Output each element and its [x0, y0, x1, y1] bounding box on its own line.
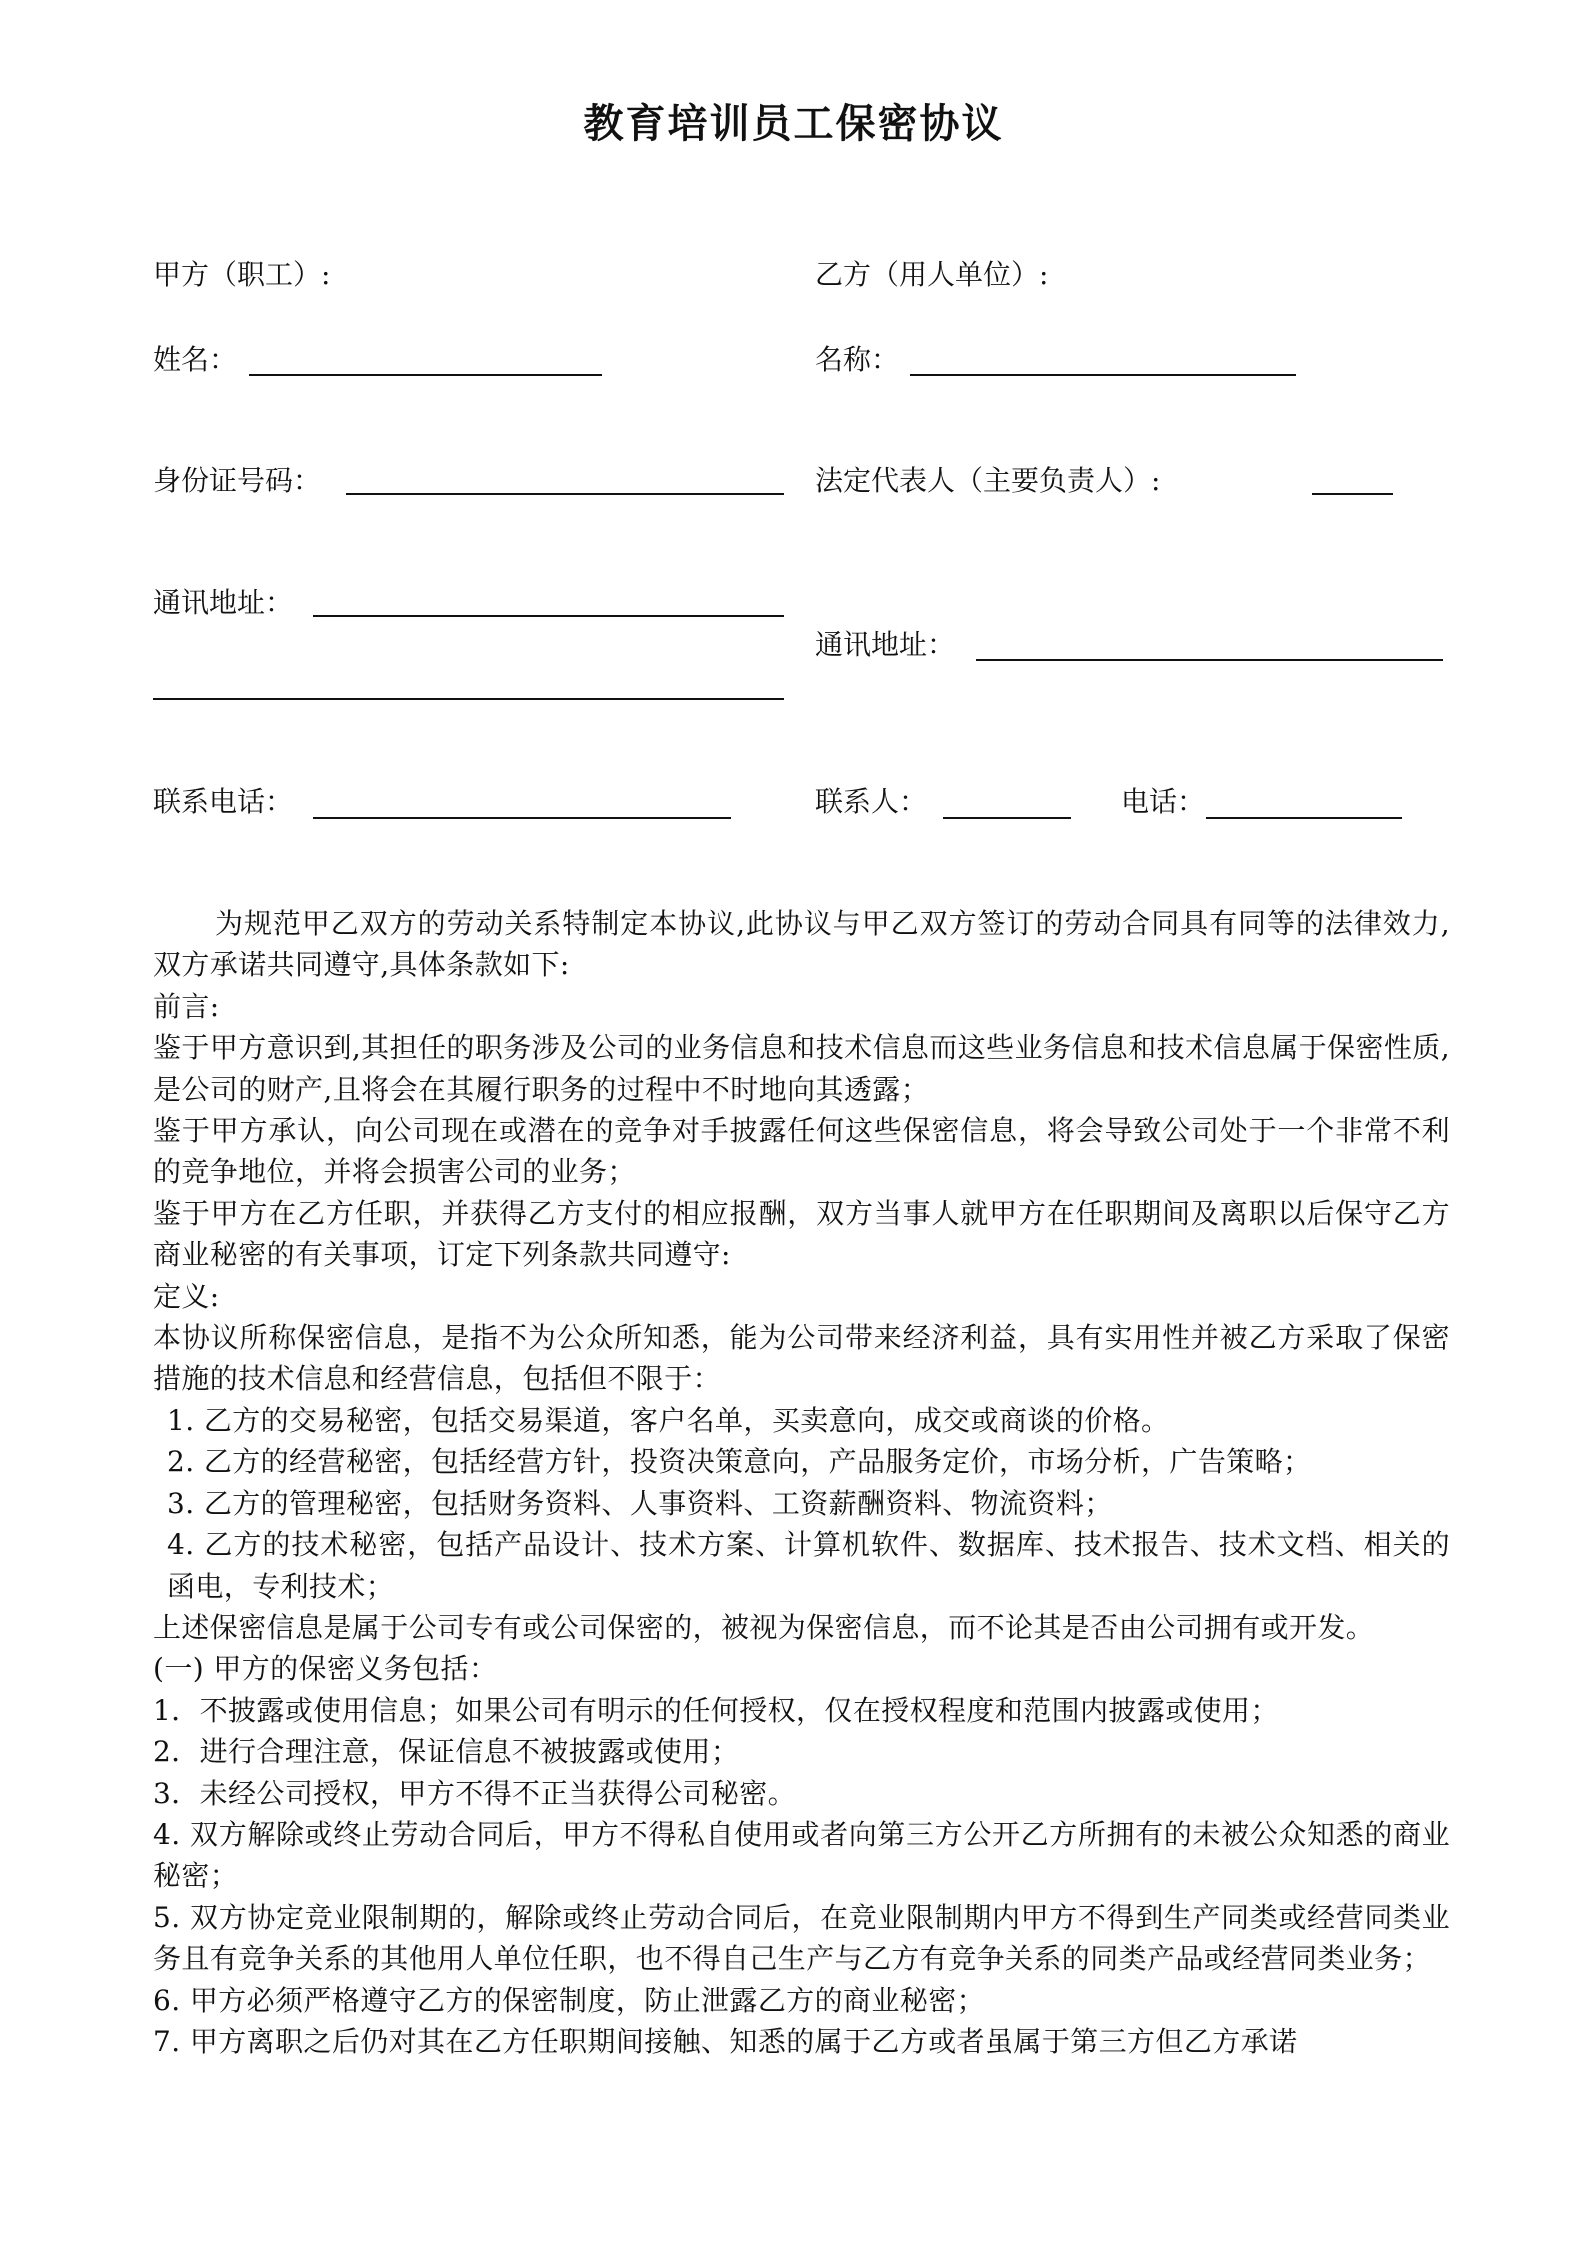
definition-list-item: 3. 乙方的管理秘密，包括财务资料、人事资料、工资薪酬资料、物流资料；: [167, 1486, 1113, 1520]
obligation-item: 7. 甲方离职之后仍对其在乙方任职期间接触、知悉的属于乙方或者虽属于第三方但乙方承诺: [153, 2024, 1298, 2058]
party-b-address-label: 通讯地址：: [815, 628, 956, 661]
definition-summary: 上述保密信息是属于公司专有或公司保密的，被视为保密信息，而不论其是否由公司拥有或开发。: [153, 1610, 1375, 1644]
definition-heading: 定义:: [153, 1279, 220, 1313]
party-a-phone-label: 联系电话：: [153, 785, 294, 818]
party-a-name-blank[interactable]: [249, 374, 602, 376]
party-a-id-label: 身份证号码：: [153, 464, 322, 497]
document-title: 教育培训员工保密协议: [583, 100, 1004, 147]
party-a-address-blank-1[interactable]: [313, 615, 784, 617]
party-b-legal-rep-label: 法定代表人（主要负责人）:: [815, 464, 1161, 497]
party-a-heading: 甲方（职工）:: [153, 258, 331, 291]
obligation-item: 4. 双方解除或终止劳动合同后，甲方不得私自使用或者向第三方公开乙方所拥有的未被公众知悉的商业秘密；: [153, 1817, 1450, 1893]
obligation-item: 6. 甲方必须严格遵守乙方的保密制度，防止泄露乙方的商业秘密；: [153, 1983, 986, 2017]
intro-paragraph: 为规范甲乙双方的劳动关系特制定本协议,此协议与甲乙双方签订的劳动合同具有同等的法律效力,双方承诺共同遵守,具体条款如下:: [153, 907, 1450, 982]
obligation-item: 3．未经公司授权，甲方不得不正当获得公司秘密。: [153, 1776, 797, 1810]
preface-paragraph: 鉴于甲方意识到,其担任的职务涉及公司的业务信息和技术信息而这些业务信息和技术信息属于保密性质,是公司的财产,且将会在其履行职务的过程中不时地向其透露；: [153, 1031, 1450, 1106]
party-a-phone-blank[interactable]: [313, 817, 731, 819]
party-b-name-blank[interactable]: [910, 374, 1296, 376]
obligation-item: 5. 双方协定竞业限制期的，解除或终止劳动合同后，在竞业限制期内甲方不得到生产同类或经营同类业务且有竞争关系的其他用人单位任职，也不得自己生产与乙方有竞争关系的同类产品或经营同类业务；: [153, 1900, 1450, 1976]
obligation-item: 1．不披露或使用信息；如果公司有明示的任何授权，仅在授权程度和范围内披露或使用；: [153, 1693, 1279, 1727]
preface-heading: 前言:: [153, 989, 220, 1023]
definition-paragraph: 本协议所称保密信息，是指不为公众所知悉，能为公司带来经济利益，具有实用性并被乙方采取了保密措施的技术信息和经营信息，包括但不限于：: [153, 1321, 1450, 1396]
agreement-body: [153, 903, 1450, 2062]
party-b-tel-blank[interactable]: [1206, 817, 1402, 819]
party-a-name-label: 姓名：: [153, 343, 238, 376]
party-a-address-blank-2[interactable]: [153, 698, 784, 700]
party-a-address-label: 通讯地址：: [153, 586, 294, 619]
party-b-heading: 乙方（用人单位）:: [815, 258, 1049, 291]
definition-list-item: 4. 乙方的技术秘密，包括产品设计、技术方案、计算机软件、数据库、技术报告、技术文档、相关的函电，专利技术；: [167, 1528, 1450, 1603]
obligations-heading: (一) 甲方的保密义务包括：: [153, 1652, 498, 1686]
party-b-contact-blank[interactable]: [943, 817, 1071, 819]
party-a-id-blank[interactable]: [346, 493, 784, 495]
preface-paragraph: 鉴于甲方在乙方任职，并获得乙方支付的相应报酬，双方当事人就甲方在任职期间及离职以后保守乙方商业秘密的有关事项，订定下列条款共同遵守:: [153, 1196, 1450, 1272]
obligation-item: 2．进行合理注意，保证信息不被披露或使用；: [153, 1735, 740, 1769]
party-b-legal-rep-blank[interactable]: [1312, 493, 1393, 495]
party-b-address-blank[interactable]: [976, 659, 1443, 661]
definition-list-item: 2. 乙方的经营秘密，包括经营方针，投资决策意向，产品服务定价，市场分析，广告策略；: [167, 1445, 1312, 1479]
definition-list-item: 1. 乙方的交易秘密，包括交易渠道，客户名单，买卖意向，成交或商谈的价格。: [167, 1403, 1170, 1437]
party-b-name-label: 名称：: [815, 343, 900, 376]
party-b-contact-label: 联系人：: [815, 785, 928, 818]
preface-paragraph: 鉴于甲方承认，向公司现在或潜在的竞争对手披露任何这些保密信息，将会导致公司处于一个非常不利的竞争地位，并将会损害公司的业务；: [153, 1114, 1450, 1189]
party-b-tel-label: 电话：: [1121, 785, 1206, 818]
